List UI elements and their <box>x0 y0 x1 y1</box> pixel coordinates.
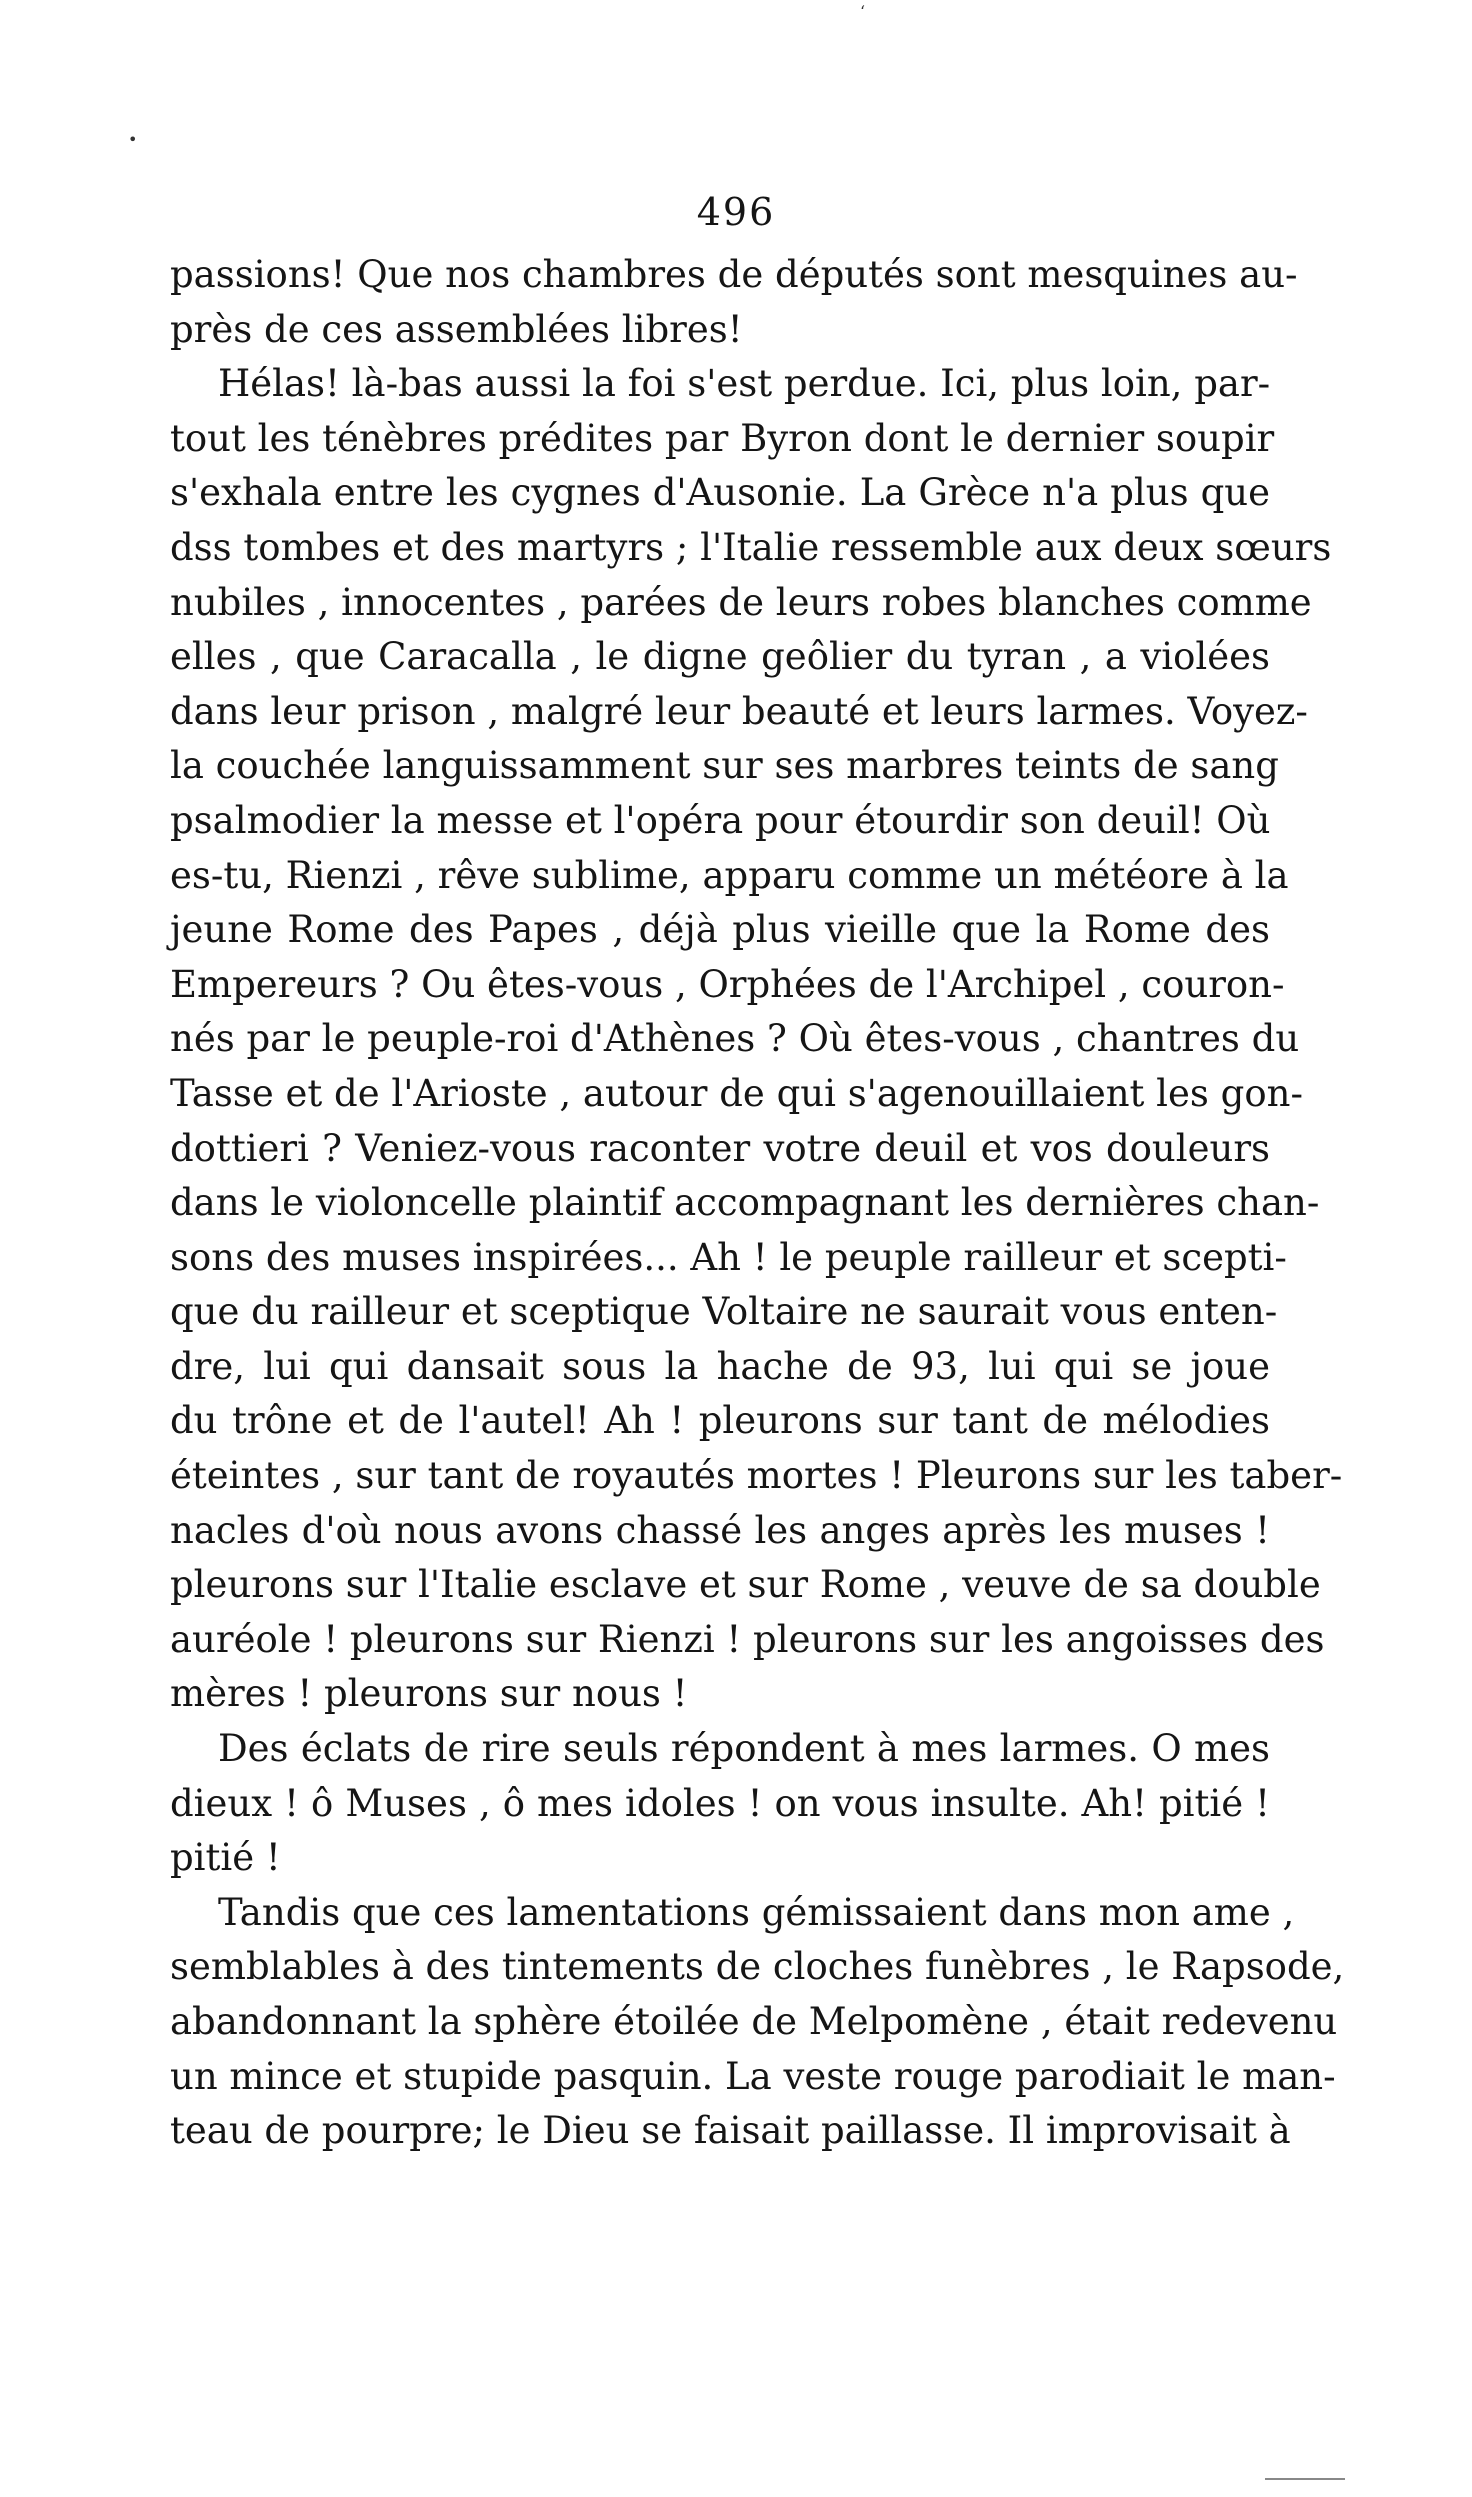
text-line: dss tombes et des martyrs ; l'Italie ressemble aux deux sœurs <box>170 525 1332 569</box>
text-line: Tasse et de l'Arioste , autour de qui s'agenouillaient les gon- <box>170 1071 1303 1115</box>
page-number: 496 <box>696 190 776 234</box>
text-line: dans leur prison , malgré leur beauté et leurs larmes. Voyez- <box>170 689 1308 733</box>
text-line: semblables à des tintements de cloches funèbres , le Rapsode, <box>170 1945 1345 1989</box>
bottom-rule <box>1265 2478 1345 2480</box>
text-line: nacles d'où nous avons chassé les anges après les muses ! <box>170 1508 1270 1552</box>
text-line: dottieri ? Veniez-vous raconter votre deuil et vos douleurs <box>170 1126 1270 1170</box>
text-line: passions! Que nos chambres de députés sont mesquines au- <box>170 253 1298 296</box>
text-line: Des éclats de rire seuls répondent à mes larmes. O mes <box>218 1727 1270 1771</box>
text-line: jeune Rome des Papes , déjà plus vieille que la Rome des <box>170 908 1270 952</box>
text-line: du trône et de l'autel! Ah ! pleurons sur tant de mélodies <box>170 1399 1270 1443</box>
text-line: dre, lui qui dansait sous la hache de 93, lui qui se joue <box>170 1344 1270 1388</box>
body-text <box>170 248 1345 2159</box>
text-line: auréole ! pleurons sur Rienzi ! pleurons sur les angoisses des <box>170 1617 1325 1661</box>
text-line: teau de pourpre; le Dieu se faisait paillasse. Il improvisait à <box>170 2109 1291 2153</box>
text-line: la couchée languissamment sur ses marbres teints de sang <box>170 744 1279 788</box>
text-line: que du railleur et sceptique Voltaire ne saurait vous enten- <box>170 1290 1278 1334</box>
text-line: mères ! pleurons sur nous ! <box>170 1672 688 1716</box>
text-line: sons des muses inspirées... Ah ! le peuple railleur et scepti- <box>170 1235 1287 1279</box>
text-line: pleurons sur l'Italie esclave et sur Rome , veuve de sa double <box>170 1563 1321 1607</box>
text-line: Empereurs ? Ou êtes-vous , Orphées de l'Archipel , couron- <box>170 962 1285 1006</box>
text-line: abandonnant la sphère étoilée de Melpomène , était redevenu <box>170 2000 1338 2043</box>
text-line: Tandis que ces lamentations gémissaient dans mon ame , <box>218 1890 1295 1934</box>
text-line: dans le violoncelle plaintif accompagnant les dernières chan- <box>170 1181 1320 1225</box>
text-line: psalmodier la messe et l'opéra pour étourdir son deuil! Où <box>170 798 1271 842</box>
text-line: près de ces assemblées libres! <box>170 307 743 351</box>
text-line: nubiles , innocentes , parées de leurs robes blanches comme <box>170 580 1312 624</box>
text-line: éteintes , sur tant de royautés mortes ! Pleurons sur les taber- <box>170 1454 1343 1498</box>
text-line: elles , que Caracalla , le digne geôlier du tyran , a violées <box>170 635 1270 679</box>
ink-speck-left: • <box>128 130 138 149</box>
text-line: nés par le peuple-roi d'Athènes ? Où êtes-vous , chantres du <box>170 1017 1300 1061</box>
ink-speck-top: ‘ <box>860 2 866 21</box>
text-line: es-tu, Rienzi , rêve sublime, apparu comme un météore à la <box>170 853 1289 897</box>
text-line: s'exhala entre les cygnes d'Ausonie. La Grèce n'a plus que <box>170 471 1270 515</box>
text-line: dieux ! ô Muses , ô mes idoles ! on vous insulte. Ah! pitié ! <box>170 1781 1270 1825</box>
text-line: Hélas! là-bas aussi la foi s'est perdue. Ici, plus loin, par- <box>218 362 1271 406</box>
text-line: pitié ! <box>170 1836 281 1880</box>
text-line: un mince et stupide pasquin. La veste rouge parodiait le man- <box>170 2054 1336 2098</box>
text-line: tout les ténèbres prédites par Byron dont le dernier soupir <box>170 416 1275 460</box>
